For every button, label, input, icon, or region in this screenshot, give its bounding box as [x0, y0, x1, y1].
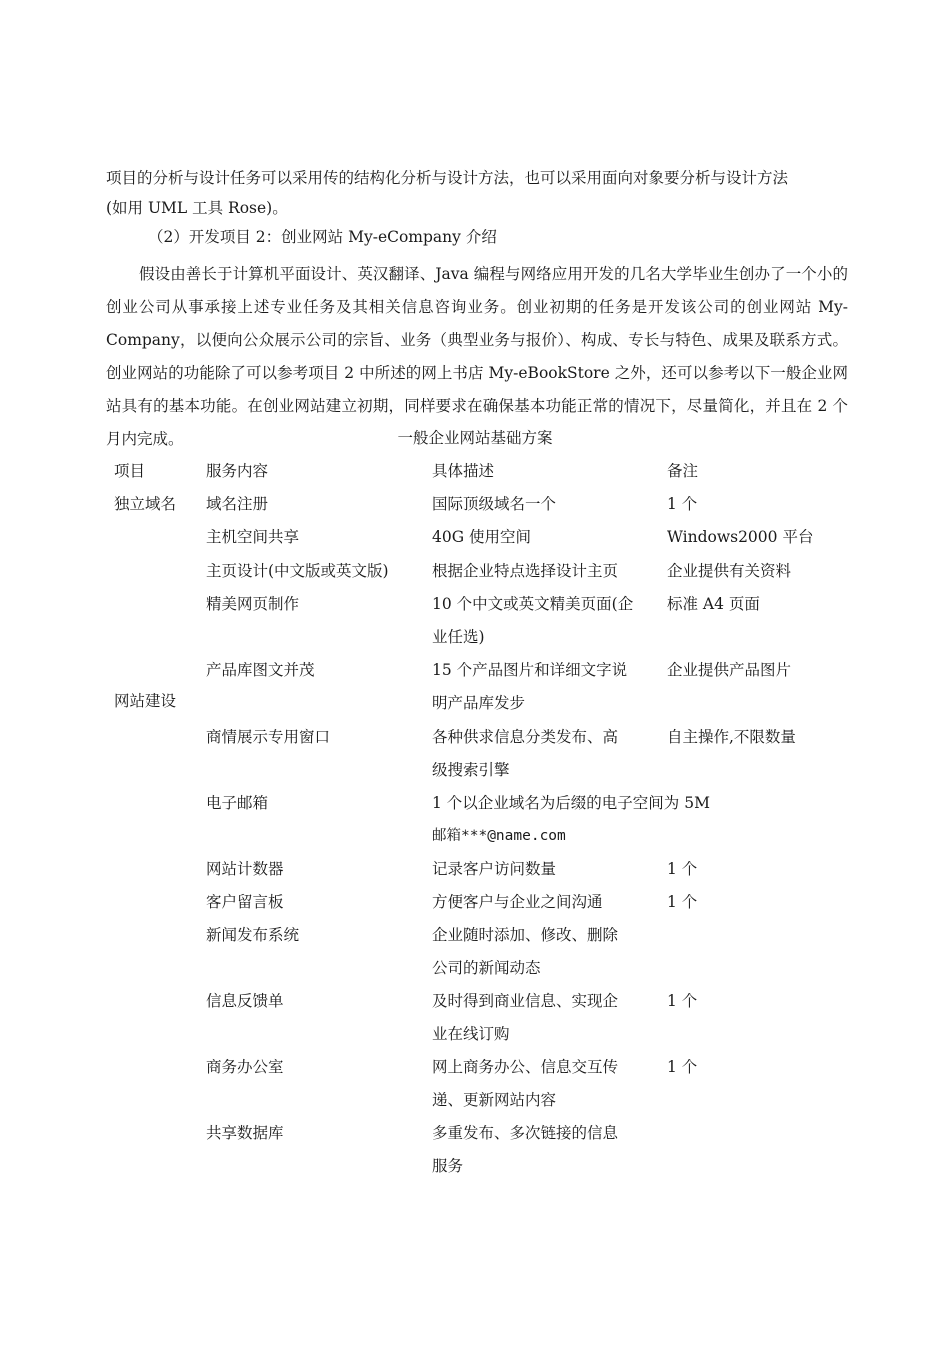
description-cell-cont: 递、更新网站内容: [432, 1091, 557, 1109]
description-cell: 1 个以企业域名为后缀的电子空间为 5M: [432, 794, 710, 812]
table-row: [0, 886, 950, 919]
table-row: [0, 654, 950, 687]
description-cell-cont: 公司的新闻动态: [432, 959, 541, 977]
table-header-row: [0, 455, 950, 488]
table-row: [0, 721, 950, 754]
description-cell: 方便客户与企业之间沟通: [432, 893, 603, 911]
description-cell-cont: 业任选): [432, 628, 485, 646]
service-cell: 域名注册: [206, 495, 269, 513]
note-cell: 1 个: [667, 992, 698, 1010]
header-description: 具体描述: [432, 462, 495, 480]
note-cell: 1 个: [667, 893, 698, 911]
service-cell: 新闻发布系统: [206, 926, 300, 944]
body-paragraph: 假设由善长于计算机平面设计、英汉翻译、Java 编程与网络应用开发的几名大学毕业生创办了一个小的创业公司从事承接上述专业任务及其相关信息咨询业务。创业初期的任务是开发该公司的创业网站 My-Company，以便向公众展示公司的宗旨、业务（典型业务与报价）、构成、专长与特色、成果及联系方式。创业网站的功能除了可以参考项目 2 中所述的网上书店 My-eBookStore 之外，还可以参考以下一般企业网站具有的基本功能。在创业网站建立初期，同样要求在确保基本功能正常的情况下，尽量简化，并且在 2 个月内完成。: [106, 265, 848, 448]
service-cell: 精美网页制作: [206, 595, 300, 613]
service-cell: 网站计数器: [206, 860, 284, 878]
description-cell: 10 个中文或英文精美页面(企: [432, 595, 634, 613]
header-note: 备注: [667, 462, 699, 480]
description-cell: 企业随时添加、修改、删除: [432, 926, 619, 944]
note-cell: 企业提供有关资料: [667, 562, 792, 580]
table-row: [0, 919, 950, 952]
description-cell: 15 个产品图片和详细文字说: [432, 661, 628, 679]
note-cell: 1 个: [667, 495, 698, 513]
table-row: [0, 488, 950, 521]
note-cell: Windows2000 平台: [667, 528, 814, 546]
header-project: 项目: [114, 462, 146, 480]
service-cell: 客户留言板: [206, 893, 284, 911]
description-cell-cont: 级搜索引擎: [432, 761, 510, 779]
group-label-domain: 独立域名: [114, 495, 177, 513]
description-cell: 多重发布、多次链接的信息: [432, 1124, 619, 1142]
table-row: [0, 787, 950, 820]
description-cell: 及时得到商业信息、实现企: [432, 992, 619, 1010]
service-cell: 商务办公室: [206, 1058, 284, 1076]
note-cell: 1 个: [667, 860, 698, 878]
group-label-website: 网站建设: [114, 692, 177, 710]
table-row: [0, 588, 950, 621]
description-cell-cont: 业在线订购: [432, 1025, 510, 1043]
service-cell: 信息反馈单: [206, 992, 284, 1010]
description-cell: 国际顶级域名一个: [432, 495, 557, 513]
table-row: [0, 1051, 950, 1084]
table-row: [0, 985, 950, 1018]
service-cell: 主页设计(中文版或英文版): [206, 562, 389, 580]
note-cell: 1 个: [667, 1058, 698, 1076]
table-row: [0, 1117, 950, 1150]
description-cell-cont: 明产品库发步: [432, 694, 526, 712]
table-caption: 一般企业网站基础方案: [397, 429, 553, 447]
service-cell: 电子邮箱: [206, 794, 269, 812]
header-service: 服务内容: [206, 462, 269, 480]
intro-line-1: 项目的分析与设计任务可以采用传的结构化分析与设计方法，也可以采用面向对象要分析与设计方法: [106, 169, 789, 187]
note-cell: 企业提供产品图片: [667, 661, 792, 679]
description-cell: 记录客户访问数量: [432, 860, 557, 878]
note-cell: 标准 A4 页面: [667, 595, 760, 613]
service-cell: 商情展示专用窗口: [206, 728, 331, 746]
table-row: [0, 555, 950, 588]
table-row: [0, 853, 950, 886]
description-cell: 各种供求信息分类发布、高: [432, 728, 619, 746]
description-cell: 根据企业特点选择设计主页: [432, 562, 619, 580]
section-heading: （2）开发项目 2：创业网站 My-eCompany 介绍: [148, 228, 497, 246]
service-cell: 产品库图文并茂: [206, 661, 315, 679]
description-cell-cont: 邮箱***@name.com: [432, 828, 566, 844]
description-cell: 网上商务办公、信息交互传: [432, 1058, 619, 1076]
description-cell: 40G 使用空间: [432, 528, 532, 546]
description-cell-cont: 服务: [432, 1157, 464, 1175]
service-cell: 主机空间共享: [206, 528, 300, 546]
table-row: [0, 521, 950, 554]
note-cell: 自主操作,不限数量: [667, 728, 796, 746]
intro-line-2: (如用 UML 工具 Rose)。: [106, 199, 288, 217]
service-cell: 共享数据库: [206, 1124, 284, 1142]
